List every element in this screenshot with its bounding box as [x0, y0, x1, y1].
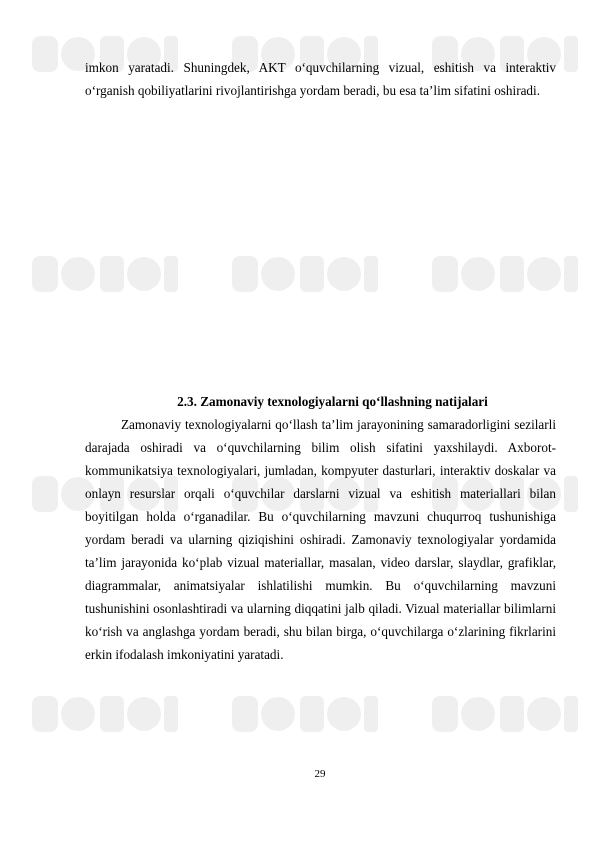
paragraph-continuation: imkon yaratadi. Shuningdek, AKT o‘quvchilarning vizual, eshitish va interaktiv o‘rganish qobiliyatlarini rivojlantirishga yordam beradi, bu esa ta’lim sifatini oshiradi.	[85, 60, 556, 98]
page-number: 29	[314, 768, 326, 780]
watermark-mark	[30, 690, 180, 738]
watermark-mark	[430, 250, 580, 298]
watermark-mark	[230, 690, 380, 738]
watermark-mark	[30, 250, 180, 298]
watermark-mark	[430, 690, 580, 738]
paragraph-main: Zamonaviy texnologiyalarni qo‘llash ta’lim jarayonining samaradorligini sezilarli darajada oshiradi va o‘quvchilarning bilim olish sifatini yaxshilaydi. Axborot-kommunikatsiya texnologiyalari, jumladan, kompyuter dasturlari, interaktiv doskalar va onlayn resurslar orqali o‘quvchilar darslarni vizual va eshitish materiallari bilan boyitilgan holda o‘rganadilar. Bu o‘quvchilarning mavzuni chuqurroq tushunishiga yordam beradi va ularning qiziqishini oshiradi. Zamonaviy texnologiyalar yordamida ta’lim jarayonida ko‘plab vizual materiallar, masalan, video darslar, slaydlar, grafiklar, diagrammalar, animatsiyalar ishlatilishi mumkin. Bu o‘quvchilarning mavzuni tushunishini osonlashtiradi va ularning diqqatini jalb qiladi. Vizual materiallar bilimlarni ko‘rish va anglashga yordam beradi, shu bilan birga, o‘quvchilarga o‘zlarining fikrlarini erkin ifodalash imkoniyatini yaratadi.	[85, 417, 556, 662]
section-heading: 2.3. Zamonaviy texnologiyalarni qo‘llashning natijalari	[177, 394, 488, 409]
watermark-mark	[230, 250, 380, 298]
